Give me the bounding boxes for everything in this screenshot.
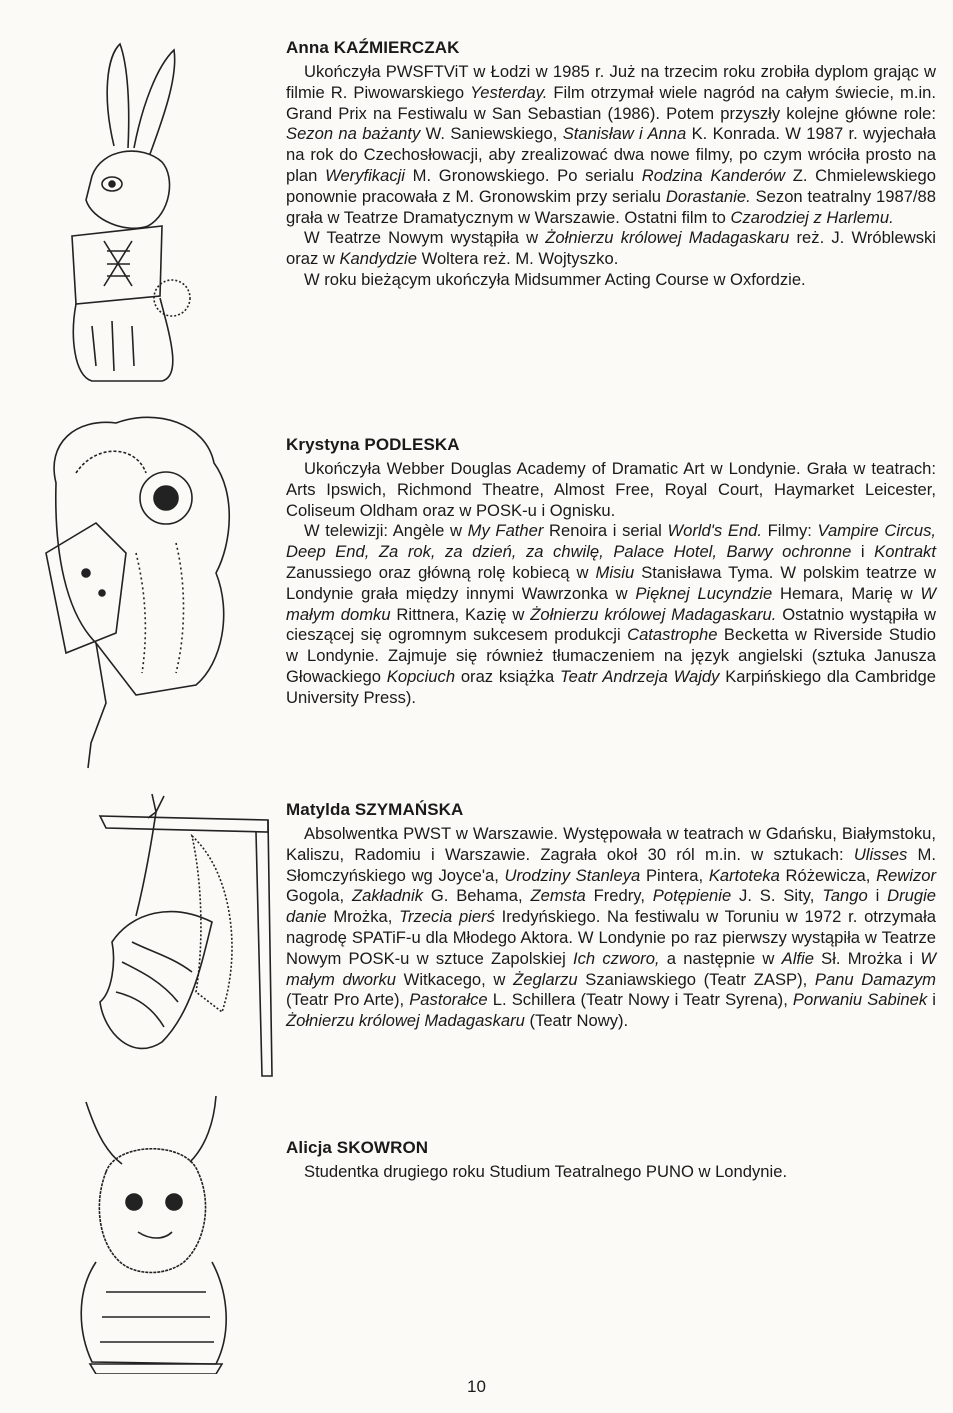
- italic-title-text: Ich czworo,: [573, 948, 660, 968]
- italic-title-text: Żołnierzu królowej Madagaskaru.: [530, 604, 777, 624]
- italic-title-text: Żeglarzu: [513, 969, 578, 989]
- bio-text: Sezon teatralny 1987/88 grała w Teatrze Dramatycznym w Warszawie. Ostatni film to: [286, 186, 936, 227]
- bio-text: M. Gronowskiego. Po serialu: [404, 165, 642, 185]
- italic-title-text: Kartoteka: [708, 865, 780, 885]
- actor-bio-0: [286, 38, 936, 291]
- bio-text: a następnie w: [659, 948, 782, 968]
- bio-paragraph: [286, 824, 936, 1032]
- bio-text: Z. Chmielewskiego ponownie pracowała z M. Gronowskim przy serialu: [286, 165, 936, 206]
- bio-text: W telewizji: Angèle w: [304, 521, 468, 541]
- bio-text: Rittnera, Kazię w: [390, 604, 531, 624]
- bio-text: Absolwentka PWST w Warszawie. Występowała w teatrach w Gdańsku, Białymstoku, Kaliszu, Radomiu i Warszawie. Zagrała okoł 30 ról m.in. w sztukach:: [286, 824, 936, 864]
- italic-title-text: Żołnierzu królowej Madagaskaru: [286, 1011, 525, 1031]
- italic-title-text: Czarodziej z Harlemu.: [730, 207, 894, 227]
- fish-tail-frame-icon: [92, 792, 282, 1082]
- actor-bio-1: [286, 435, 936, 709]
- italic-title-text: Yesterday.: [470, 82, 548, 102]
- italic-title-text: Sezon na bażanty: [286, 124, 421, 144]
- bio-text: Renoira i serial: [543, 521, 668, 541]
- italic-title-text: Urodziny Stanleya: [504, 865, 641, 885]
- italic-title-text: Stanisław i Anna: [562, 124, 687, 144]
- italic-title-text: W małym domku: [286, 583, 936, 624]
- bio-text: Fredry,: [585, 886, 653, 906]
- italic-title-text: Drugie danie: [286, 886, 936, 927]
- italic-title-text: Tango: [822, 886, 868, 906]
- bio-text: Gogola,: [286, 886, 352, 906]
- creature-with-eye-icon: [36, 403, 246, 773]
- bio-text: Karpińskiego dla Cambridge University Press).: [286, 666, 936, 707]
- bio-text: i: [927, 990, 936, 1010]
- horned-mask-figure-icon: [66, 1092, 246, 1374]
- bio-text: (Teatr Pro Arte),: [286, 990, 410, 1010]
- italic-title-text: Vampire Circus, Deep End, Za rok, za dzień, za chwilę, Palace Hotel, Barwy ochronne: [286, 521, 936, 562]
- italic-title-text: Kopciuch: [386, 666, 456, 686]
- actor-name: Alicja SKOWRON: [286, 1138, 429, 1157]
- bio-text: Ukończyła PWSFTViT w Łodzi w 1985 r. Już na trzecim roku zrobiła dyplom grając w filmie R. Piwowarskiego: [286, 62, 936, 102]
- actor-bio-3: [286, 1138, 936, 1183]
- bio-text: reż. J. Wróblewski oraz w: [286, 228, 936, 269]
- italic-title-text: Teatr Andrzeja Wajdy: [559, 666, 720, 686]
- bio-text: Becketta w Riverside Studio w Londynie. Zajmuje się również tłumaczeniem na język angielski (sztuka Janusza Głowackiego: [286, 625, 936, 686]
- bio-text: Iredyńskiego. Na festiwalu w Toruniu w 1972 r. otrzymała nagrodę SPATiF-u dla Młodego Aktora. W Londynie po raz pierwszy wystąpiła w Teatrze Nowym POSK-u w sztuce Zapolskiej: [286, 907, 936, 968]
- bio-text: i: [867, 886, 888, 906]
- bio-text: (Teatr Nowy).: [524, 1011, 629, 1031]
- bio-text: Ukończyła Webber Douglas Academy of Dramatic Art w Londynie. Grała w teatrach: Arts Ipswich, Richmond Theatre, Almost Free, Royal Court, Haymarket Leicester, Coliseum Oldham oraz w POSK-u i Ognisku.: [286, 459, 936, 520]
- bio-text: Różewicza,: [779, 865, 877, 885]
- italic-title-text: Kontrakt: [874, 542, 936, 562]
- bio-text: J. S. Sity,: [731, 886, 823, 906]
- bio-text: oraz książka: [455, 666, 560, 686]
- italic-title-text: Trzecia pierś: [399, 907, 495, 927]
- bio-text: W roku bieżącym ukończyła Midsummer Acting Course w Oxfordzie.: [304, 269, 806, 289]
- bio-paragraph: [286, 228, 936, 270]
- italic-title-text: Rewizor: [876, 865, 937, 885]
- bio-text: Filmy:: [762, 521, 818, 541]
- italic-title-text: Pięknej Lucyndzie: [635, 583, 773, 603]
- bio-text: M. Słomczyńskiego wg Joyce'a,: [286, 844, 936, 885]
- bio-text: Film otrzymał wiele nagród na całym świecie, m.in. Grand Prix na Festiwalu w San Sebastian (1986). Potem przyszły kolejne główne role:: [286, 82, 936, 123]
- bio-text: Ostatnio wystąpiła w cieszącej się ogromnym sukcesem produkcji: [286, 604, 936, 645]
- italic-title-text: Weryfikacji: [325, 165, 405, 185]
- italic-title-text: My Father: [467, 521, 544, 541]
- italic-title-text: Dorastanie.: [665, 186, 751, 206]
- rabbit-figure-icon: [52, 36, 222, 388]
- bio-paragraph: [286, 521, 936, 708]
- bio-text: Woltera reż. M. Wojtyszko.: [416, 249, 619, 269]
- bio-text: Studentka drugiego roku Studium Teatralnego PUNO w Londynie.: [304, 1162, 788, 1181]
- bio-text: Witkacego, w: [396, 969, 514, 989]
- italic-title-text: World's End.: [667, 521, 763, 541]
- italic-title-text: Żołnierzu królowej Madagaskaru: [545, 228, 790, 248]
- actor-name: Krystyna PODLESKA: [286, 435, 460, 454]
- italic-title-text: W małym dworku: [286, 948, 936, 989]
- bio-text: Pintera,: [640, 865, 709, 885]
- bio-paragraph: [286, 1162, 936, 1183]
- bio-text: Sł. Mrożka i: [813, 948, 921, 968]
- bio-text: Hemara, Marię w: [772, 583, 921, 603]
- bio-text: L. Schillera (Teatr Nowy i Teatr Syrena),: [487, 990, 793, 1010]
- page-number: 10: [467, 1377, 486, 1396]
- bio-text: i: [851, 542, 875, 562]
- actor-bio-2: [286, 800, 936, 1032]
- bio-text: W Teatrze Nowym wystąpiła w: [304, 228, 546, 248]
- italic-title-text: Kandydzie: [339, 249, 417, 269]
- bio-paragraph: [286, 459, 936, 521]
- italic-title-text: Zemsta: [530, 886, 586, 906]
- bio-text: Szaniawskiego (Teatr ZASP),: [577, 969, 815, 989]
- italic-title-text: Misiu: [595, 562, 635, 582]
- italic-title-text: Potępienie: [652, 886, 732, 906]
- actor-name: Matylda SZYMAŃSKA: [286, 800, 464, 819]
- actor-name: Anna KAŹMIERCZAK: [286, 38, 460, 57]
- italic-title-text: Ulisses: [853, 844, 908, 864]
- bio-text: W. Saniewskiego,: [420, 124, 563, 144]
- bio-text: Zanussiego oraz główną rolę kobiecą w: [286, 562, 596, 582]
- bio-paragraph: [286, 270, 936, 291]
- bio-text: G. Behama,: [423, 886, 531, 906]
- bio-text: Mrożka,: [326, 907, 400, 927]
- bio-paragraph: [286, 62, 936, 228]
- bio-text: Stanisława Tyma. W polskim teatrze w Londynie grała między innymi Wawrzonka w: [286, 562, 936, 603]
- italic-title-text: Zakładnik: [351, 886, 423, 906]
- italic-title-text: Rodzina Kanderów: [641, 165, 786, 185]
- italic-title-text: Porwaniu Sabinek: [792, 990, 928, 1010]
- italic-title-text: Pastorałce: [409, 990, 488, 1010]
- italic-title-text: Alfie: [781, 948, 814, 968]
- italic-title-text: Catastrophe: [627, 625, 718, 645]
- bio-text: K. Konrada. W 1987 r. wyjechała na rok do Czechosłowacji, aby zrealizować dwa nowe filmy, po czym wróciła prosto na plan: [286, 124, 936, 185]
- italic-title-text: Panu Damazym: [814, 969, 936, 989]
